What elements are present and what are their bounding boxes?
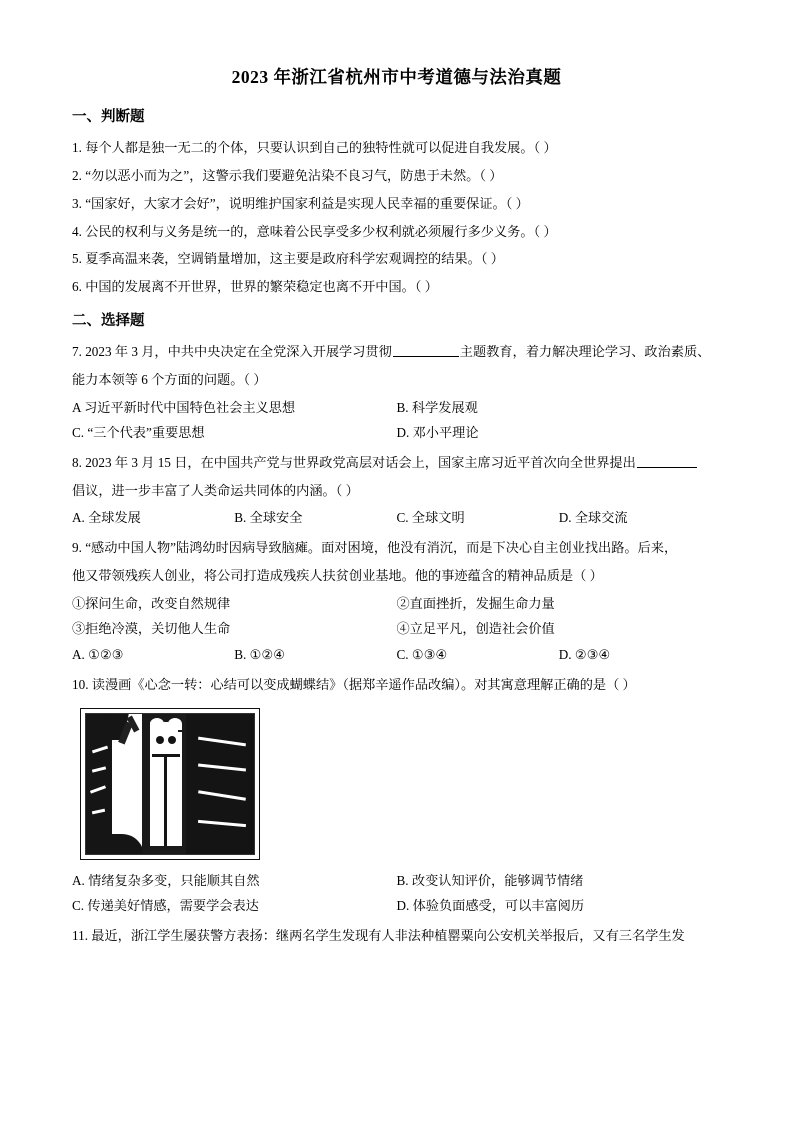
option-b[interactable]: B. 改变认知评价，能够调节情绪	[396, 872, 584, 888]
cartoon-figure	[72, 708, 721, 860]
option-a[interactable]: A 习近平新时代中国特色社会主义思想	[72, 399, 296, 415]
question-10-stem: 10. 读漫画《心念一转：心结可以变成蝴蝶结》（据郑辛遥作品改编）。对其寓意理解正确的是（ ）	[72, 676, 636, 692]
question-8-options	[72, 505, 721, 531]
question-11	[72, 923, 721, 949]
option-d[interactable]: D. 邓小平理论	[396, 425, 479, 441]
question-7	[72, 339, 721, 446]
cartoon-image-inner	[85, 713, 255, 855]
option-a[interactable]: A. 情绪复杂多变，只能顺其自然	[72, 872, 260, 888]
question-8-stem-line2: 倡议，进一步丰富了人类命运共同体的内涵。（ ）	[72, 482, 359, 498]
question-7-stem-part1: 7. 2023 年 3 月，中共中央决定在全党深入开展学习贯彻	[72, 344, 392, 360]
question-item: 5. 夏季高温来袭，空调销量增加，这主要是政府科学宏观调控的结果。（ ）	[72, 251, 504, 267]
cartoon-image	[80, 708, 260, 860]
sub-item-4: ④立足平凡，创造社会价值	[396, 621, 555, 637]
option-b[interactable]: B. 全球安全	[234, 510, 303, 526]
question-7-stem-part2: 主题教育，着力解决理论学习、政治素质、	[459, 344, 711, 360]
question-10	[72, 672, 721, 919]
option-c[interactable]: C. 传递美好情感，需要学会表达	[72, 898, 259, 914]
question-7-options-row2	[72, 420, 721, 446]
page-title: 2023 年浙江省杭州市中考道德与法治真题	[231, 67, 562, 87]
question-item: 2. “勿以恶小而为之”，这警示我们要避免沾染不良习气，防患于未然。（ ）	[72, 168, 503, 184]
option-c[interactable]: C. ①③④	[396, 647, 448, 663]
question-11-stem: 11. 最近，浙江学生屡获警方表扬：继两名学生发现有人非法种植罂粟向公安机关举报后，又有三名学生发	[72, 928, 685, 944]
option-b[interactable]: B. 科学发展观	[396, 399, 478, 415]
option-a[interactable]: A. 全球发展	[72, 510, 141, 526]
option-d[interactable]: D. 体验负面感受，可以丰富阅历	[396, 898, 585, 914]
sub-item-1: ①探问生命，改变自然规律	[72, 595, 231, 611]
question-10-options-row1	[72, 868, 721, 894]
option-d[interactable]: D. ②③④	[558, 647, 611, 663]
question-9-options	[72, 642, 721, 668]
option-c[interactable]: C. 全球文明	[396, 510, 465, 526]
sub-item-3: ③拒绝冷漠，关切他人生命	[72, 621, 231, 637]
question-9-stem-line2: 他又带领残疾人创业，将公司打造成残疾人扶贫创业基地。他的事迹蕴含的精神品质是（ ）	[72, 567, 603, 583]
question-9-subitems-row2	[72, 616, 721, 642]
sub-item-2: ②直面挫折，发掘生命力量	[396, 595, 555, 611]
question-item: 6. 中国的发展离不开世界，世界的繁荣稳定也离不开中国。（ ）	[72, 279, 438, 295]
option-d[interactable]: D. 全球交流	[558, 510, 628, 526]
question-7-stem-line1	[72, 339, 721, 365]
section-heading-judgement: 一、判断题	[72, 109, 145, 126]
option-a[interactable]: A. ①②③	[72, 647, 124, 663]
question-9-stem-line1: 9. “感动中国人物”陆鸿幼时因病导致脑瘫。面对困境，他没有消沉，而是下决心自主创业找出路。后来，	[72, 540, 678, 556]
question-7-stem-line2: 能力本领等 6 个方面的问题。（ ）	[72, 371, 267, 387]
question-7-options-row1	[72, 395, 721, 421]
option-b[interactable]: B. ①②④	[234, 647, 286, 663]
question-8-stem-line1	[72, 450, 721, 476]
fill-blank	[637, 455, 697, 468]
question-item: 1. 每个人都是独一无二的个体，只要认识到自己的独特性就可以促进自我发展。（ ）	[72, 140, 557, 156]
section-heading-choice: 二、选择题	[72, 312, 145, 329]
question-8	[72, 450, 721, 531]
fill-blank	[393, 344, 459, 357]
question-9	[72, 535, 721, 668]
option-c[interactable]: C. “三个代表”重要思想	[72, 425, 205, 441]
question-item: 3. “国家好，大家才会好”，说明维护国家利益是实现人民幸福的重要保证。（ ）	[72, 195, 529, 211]
question-item: 4. 公民的权利与义务是统一的，意味着公民享受多少权利就必须履行多少义务。（ ）	[72, 223, 557, 239]
question-8-stem-part1: 8. 2023 年 3 月 15 日，在中国共产党与世界政党高层对话会上，国家主席习近平首次向全世界提出	[72, 454, 636, 470]
question-10-options-row2	[72, 893, 721, 919]
question-9-subitems-row1	[72, 591, 721, 617]
